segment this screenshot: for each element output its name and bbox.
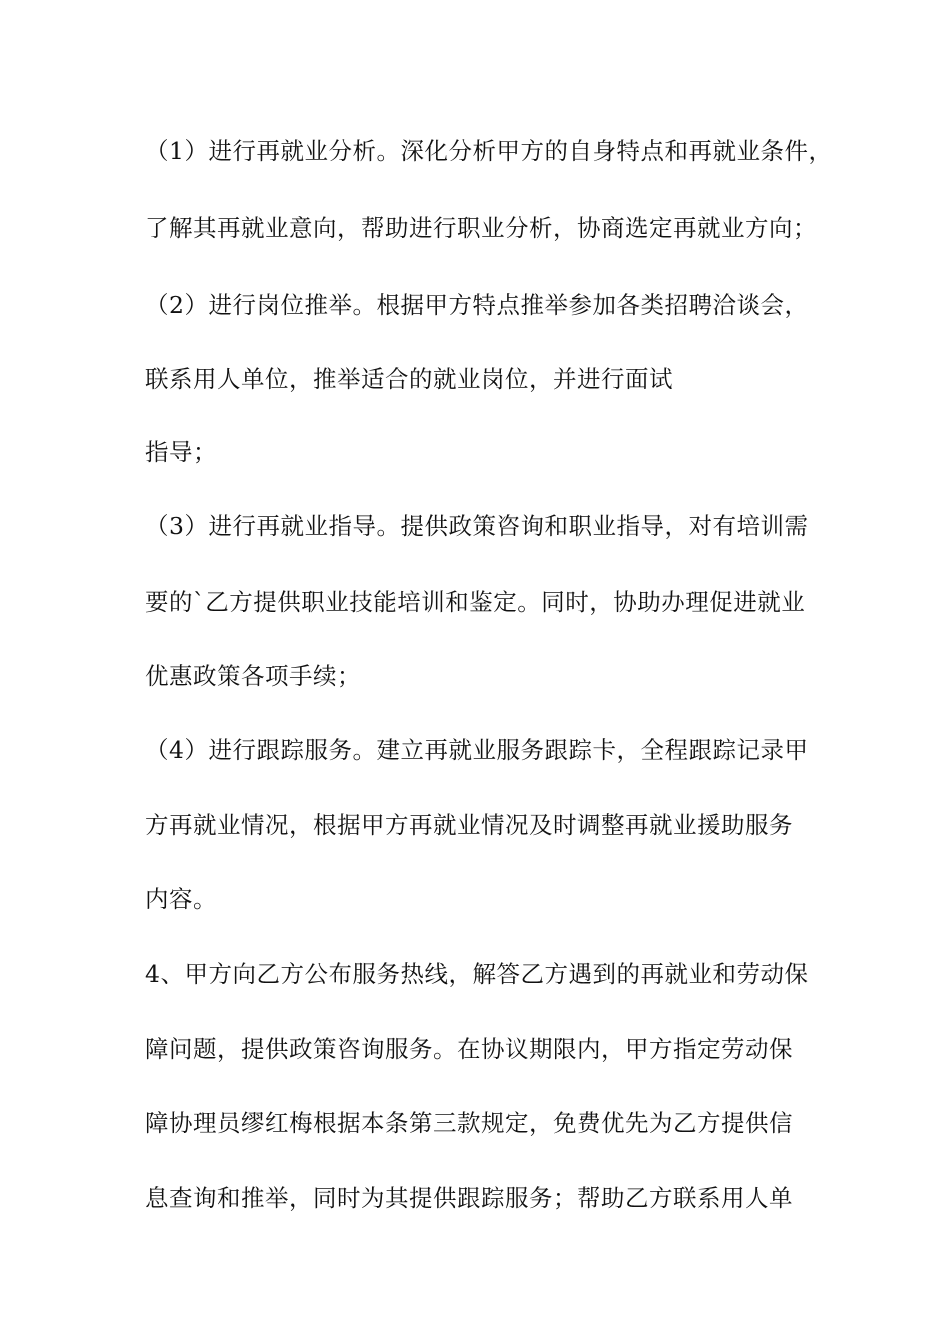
text-line: 4、甲方向乙方公布服务热线，解答乙方遇到的再就业和劳动保 — [145, 960, 809, 988]
text-line: 指导； — [145, 438, 217, 466]
text-line: 优惠政策各项手续； — [145, 662, 361, 690]
text-line: 要的`乙方提供职业技能培训和鉴定。同时，协助办理促进就业 — [145, 588, 806, 616]
text-line: （4）进行跟踪服务。建立再就业服务跟踪卡，全程跟踪记录甲 — [145, 736, 809, 764]
text-line: （3）进行再就业指导。提供政策咨询和职业指导，对有培训需 — [145, 512, 809, 540]
text-line: 障问题，提供政策咨询服务。在协议期限内，甲方指定劳动保 — [145, 1035, 793, 1063]
text-line: 障协理员缪红梅根据本条第三款规定，免费优先为乙方提供信 — [145, 1109, 793, 1137]
text-line: 息查询和推举，同时为其提供跟踪服务；帮助乙方联系用人单 — [145, 1184, 793, 1212]
text-line: 了解其再就业意向，帮助进行职业分析，协商选定再就业方向； — [145, 214, 817, 242]
text-line: 内容。 — [145, 885, 217, 913]
text-line: 方再就业情况，根据甲方再就业情况及时调整再就业援助服务 — [145, 811, 793, 839]
text-line: （1）进行再就业分析。深化分析甲方的自身特点和再就业条件， — [145, 137, 833, 165]
text-line: （2）进行岗位推举。根据甲方特点推举参加各类招聘洽谈会， — [145, 291, 809, 319]
text-line: 联系用人单位，推举适合的就业岗位，并进行面试 — [145, 365, 673, 393]
